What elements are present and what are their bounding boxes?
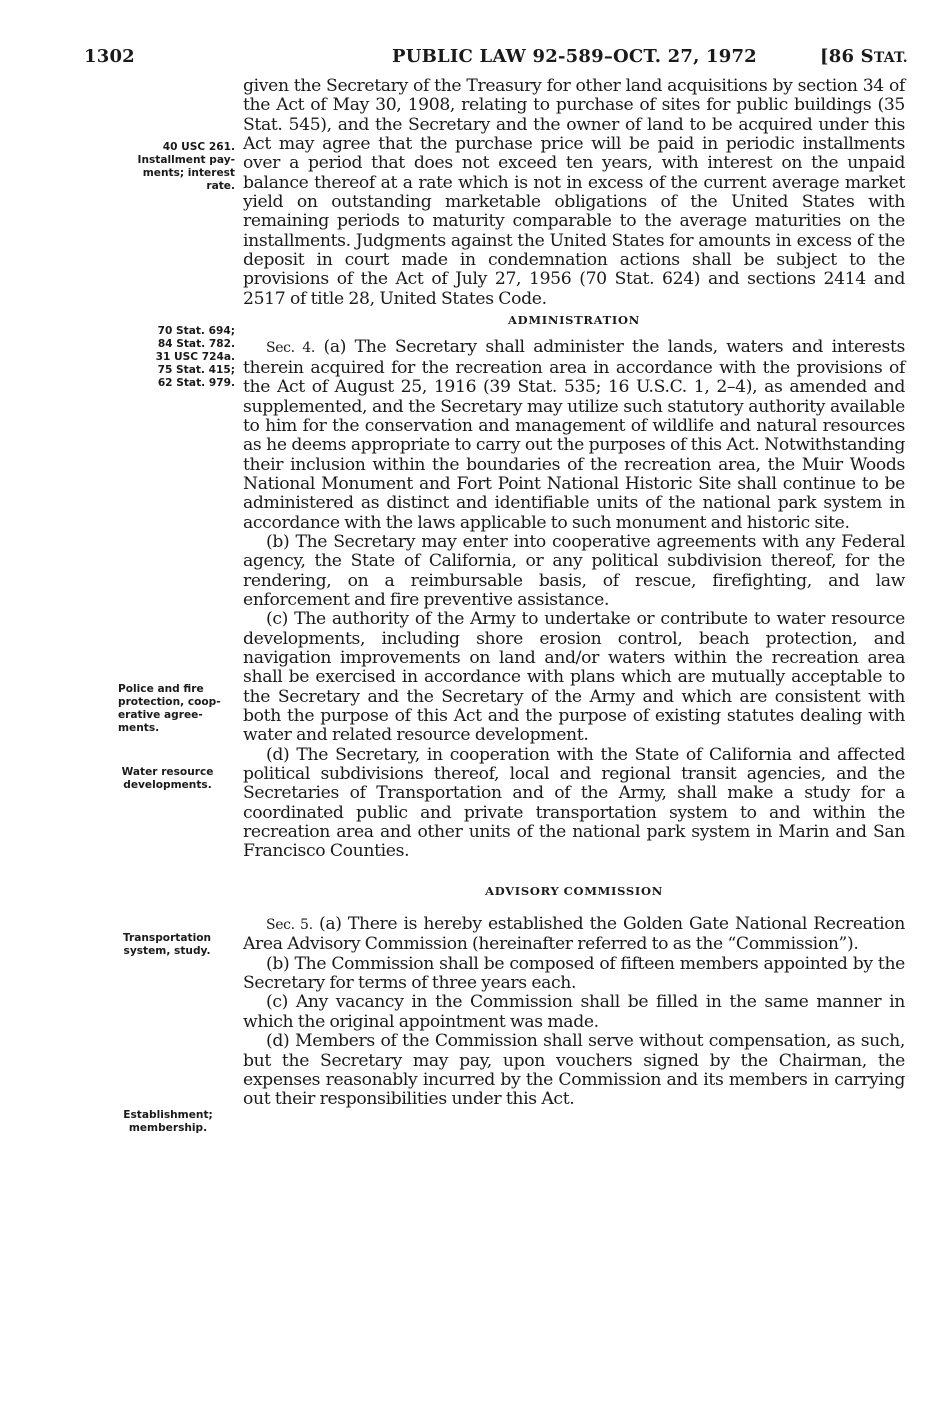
section-4c: (c) The authority of the Army to undertake or contribute to water resource developments, including shore erosion control, beach protection, and navigation improvements on land and/or waters within the recreation area shall be exercised in accordance with plans which are mutually acceptable to the Secretary and the Secretary of the Army and which are consistent with both the purpose of this Act and the purpose of existing statutes dealing with water and related resource development. — [243, 609, 905, 746]
document-body — [243, 77, 905, 1110]
margin-notes — [0, 0, 235, 1419]
section-5d: (d) Members of the Commission shall serve without compensation, as such, but the Secretary may pay, upon vouchers signed by the Chairman, the expenses reasonably incurred by the Commission and its members in carrying out their responsibilities under this Act. — [243, 1031, 905, 1110]
intro-paragraph: given the Secretary of the Treasury for other land acquisitions by section 34 of the Act of May 30, 1908, relating to purchase of sites for public buildings (35 Stat. 545), and the Secretary and the owner of land to be acquired under this Act may agree that the purchase price will be paid in periodic installments over a period that does not exceed ten years, with interest on the unpaid balance thereof at a rate which is not in excess of the current average market yield on outstanding marketable obligations of the United States with remaining periods to maturity comparable to the average maturities on the installments. Judgments against the United States for amounts in excess of the deposit in court made in condemnation actions shall be subject to the provisions of the Act of July 27, 1956 (70 Stat. 624) and sections 2414 and 2517 of title 28, United States Code. — [243, 76, 905, 309]
section-4a-text: (a) The Secretary shall administer the lands, waters and interests therein acquired for the recreation area in accordance with the provisions of the Act of August 25, 1916 (39 Stat. 535; 16 U.S.C. 1, 2–4), as amended and supplemented, and the Secretary may utilize such statutory authority available to him for the conservation and management of wildlife and natural resources as he deems appropriate to carry out the purposes of this Act. Notwithstanding their inclusion within the boundaries of the recreation area, the Muir Woods National Monument and Fort Point National Historic Site shall continue to be administered as distinct and identifiable units of the national park system in accordance with the laws applicable to such monument and historic site. — [243, 337, 905, 533]
margin-note-transportation: Transportation system, study. — [122, 932, 212, 957]
section-5b: (b) The Commission shall be composed of fifteen members appointed by the Secretary for terms of three years each. — [243, 953, 905, 994]
page-number: 1302 — [84, 46, 135, 67]
section-5a-text: (a) There is hereby established the Golden Gate National Recreation Area Advisory Commission (hereinafter referred to as the “Commission”). — [243, 914, 905, 955]
section-4d: (d) The Secretary, in cooperation with the State of California and affected political subdivisions thereof, local and regional transit agencies, and the Secretaries of Transportation and of the Army, shall make a study for a coordinated public and private transportation system to and within the recreation area and other units of the national park system in Marin and San Francisco Counties. — [243, 744, 905, 862]
margin-note-stat-citations: 70 Stat. 694; 84 Stat. 782. 31 USC 724a. 75 Stat. 415; 62 Stat. 979. — [155, 325, 235, 389]
statute-volume-prefix: [86 S — [820, 46, 874, 67]
section-5c: (c) Any vacancy in the Commission shall be filled in the same manner in which the original appointment was made. — [243, 992, 905, 1032]
statute-volume — [820, 46, 908, 67]
statute-volume-suffix: TAT. — [873, 50, 908, 66]
heading-administration: ADMINISTRATION — [508, 313, 640, 328]
section-4-label: Sec. 4. — [266, 340, 315, 357]
margin-note-police-fire: Police and fire protection, coop- erative agree- ments. — [118, 683, 221, 734]
heading-advisory-commission: ADVISORY COMMISSION — [485, 883, 663, 898]
margin-note-establishment: Establishment; membership. — [123, 1109, 213, 1134]
section-4a — [243, 338, 905, 532]
page-title: PUBLIC LAW 92-589–OCT. 27, 1972 — [392, 46, 757, 67]
section-5-label: Sec. 5. — [266, 917, 313, 934]
section-4b: (b) The Secretary may enter into cooperative agreements with any Federal agency, the State of California, or any political subdivision thereof, for the rendering, on a reimbursable basis, of rescue, firefighting, and law enforcement and fire preventive assistance. — [243, 531, 905, 610]
section-5a — [243, 915, 905, 955]
margin-note-water-resource: Water resource developments. — [121, 766, 214, 791]
margin-note-installment-payments: 40 USC 261. Installment pay- ments; interest rate. — [137, 141, 235, 192]
